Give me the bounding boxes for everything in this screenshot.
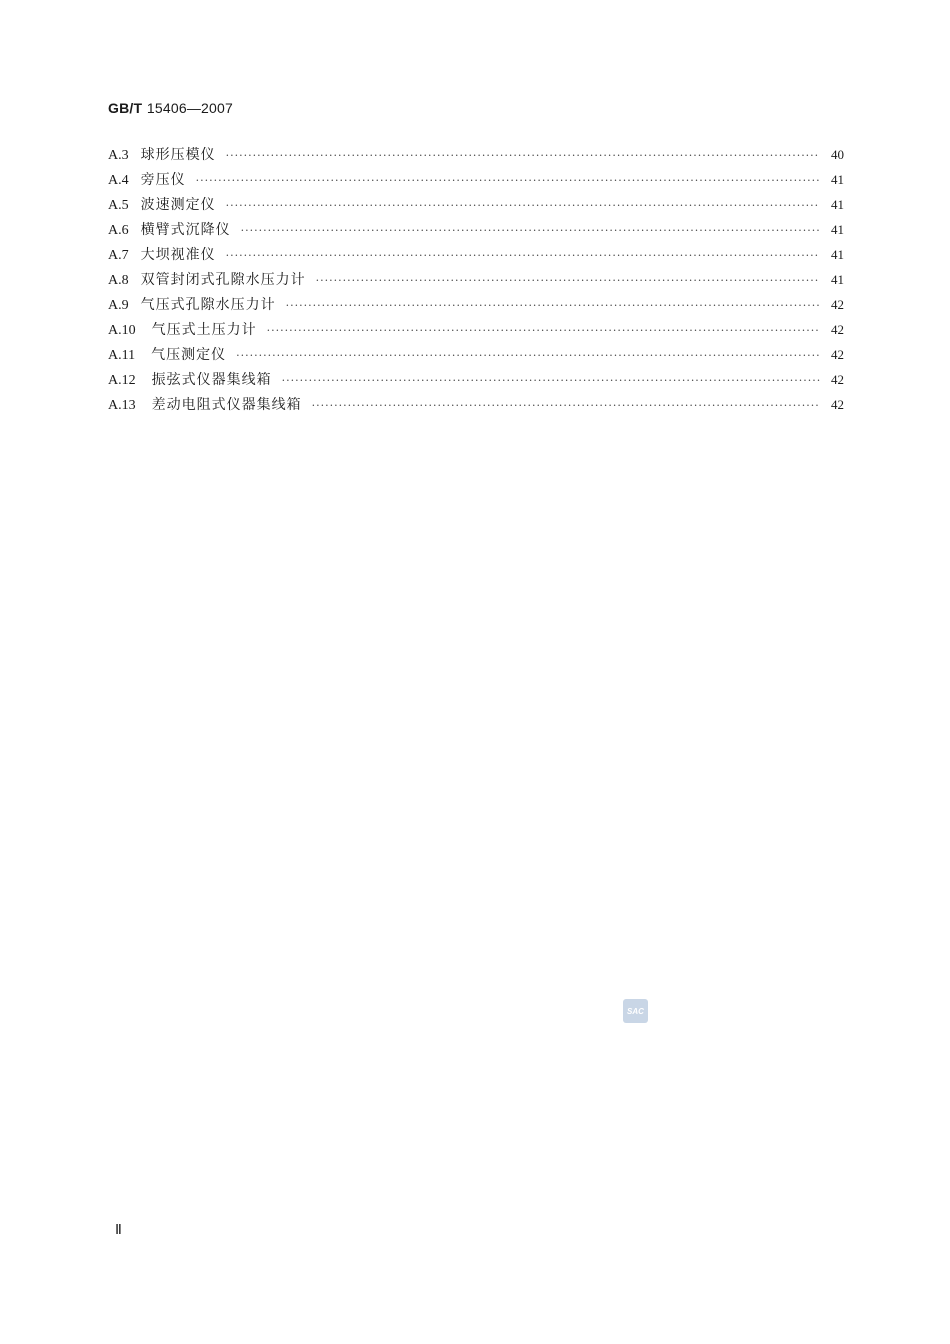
toc-entry[interactable] [108, 319, 844, 344]
toc-entry-page: 40 [831, 147, 844, 162]
toc-leader-dots [196, 174, 820, 187]
toc-entry[interactable] [108, 244, 844, 269]
toc-entry[interactable] [108, 219, 844, 244]
toc-entry-page: 41 [831, 272, 844, 287]
toc-entry-page: 41 [831, 222, 844, 237]
toc-leader-dots [226, 249, 820, 262]
toc-entry-page: 42 [831, 372, 844, 387]
toc-entry[interactable] [108, 344, 844, 369]
toc-entry[interactable] [108, 194, 844, 219]
toc-entry-page: 41 [831, 247, 844, 262]
toc-entry-page: 42 [831, 322, 844, 337]
toc-leader-dots [286, 299, 820, 312]
toc-entry-title: 旁压仪 [140, 172, 186, 188]
toc-entry-page: 41 [831, 197, 844, 212]
toc-entry-page: 41 [831, 172, 844, 187]
sac-watermark-logo: SAC [623, 999, 648, 1023]
toc-leader-dots [267, 324, 820, 337]
toc-entry-title: 气压测定仪 [151, 347, 227, 363]
toc-entry[interactable] [108, 269, 844, 294]
toc-entry-code: A.10 [108, 323, 136, 338]
toc-entry-code: A.3 [108, 148, 129, 163]
toc-entry-code: A.12 [108, 373, 136, 388]
toc-leader-dots [312, 399, 820, 412]
toc-entry-title: 双管封闭式孔隙水压力计 [140, 272, 306, 288]
toc-entry-title: 波速测定仪 [140, 197, 216, 213]
toc-entry-page: 42 [831, 297, 844, 312]
toc-entry-code: A.4 [108, 173, 129, 188]
toc-entry-title: 横臂式沉降仪 [140, 222, 231, 238]
toc-entry[interactable] [108, 294, 844, 319]
toc-entry-code: A.13 [108, 398, 136, 413]
toc-entry-code: A.11 [108, 348, 136, 363]
toc-entry-title: 气压式土压力计 [151, 322, 257, 338]
toc-entry-code: A.6 [108, 223, 129, 238]
toc-entry-code: A.7 [108, 248, 129, 263]
toc-entry-title: 球形压模仪 [140, 147, 216, 163]
toc-leader-dots [226, 199, 820, 212]
toc-leader-dots [236, 349, 820, 362]
toc-entry-page: 42 [831, 347, 844, 362]
page-number: Ⅱ [115, 1223, 122, 1238]
toc-entry-title: 差动电阻式仪器集线箱 [151, 397, 302, 413]
toc-entry-code: A.5 [108, 198, 129, 213]
toc-leader-dots [282, 374, 820, 387]
toc-entry[interactable] [108, 369, 844, 394]
table-of-contents [108, 144, 844, 419]
toc-entry[interactable] [108, 144, 844, 169]
standard-code: GB/T [108, 100, 143, 116]
toc-entry-page: 42 [831, 397, 844, 412]
toc-entry[interactable] [108, 394, 844, 419]
toc-leader-dots [226, 149, 820, 162]
toc-leader-dots [316, 274, 820, 287]
standard-number: 15406—2007 [146, 100, 233, 116]
toc-entry-title: 振弦式仪器集线箱 [151, 372, 272, 388]
toc-entry-code: A.9 [108, 298, 129, 313]
toc-leader-dots [241, 224, 820, 237]
page-header [108, 100, 233, 117]
toc-entry-title: 大坝视准仪 [140, 247, 216, 263]
toc-entry-title: 气压式孔隙水压力计 [140, 297, 276, 313]
toc-entry-code: A.8 [108, 273, 129, 288]
toc-entry[interactable] [108, 169, 844, 194]
